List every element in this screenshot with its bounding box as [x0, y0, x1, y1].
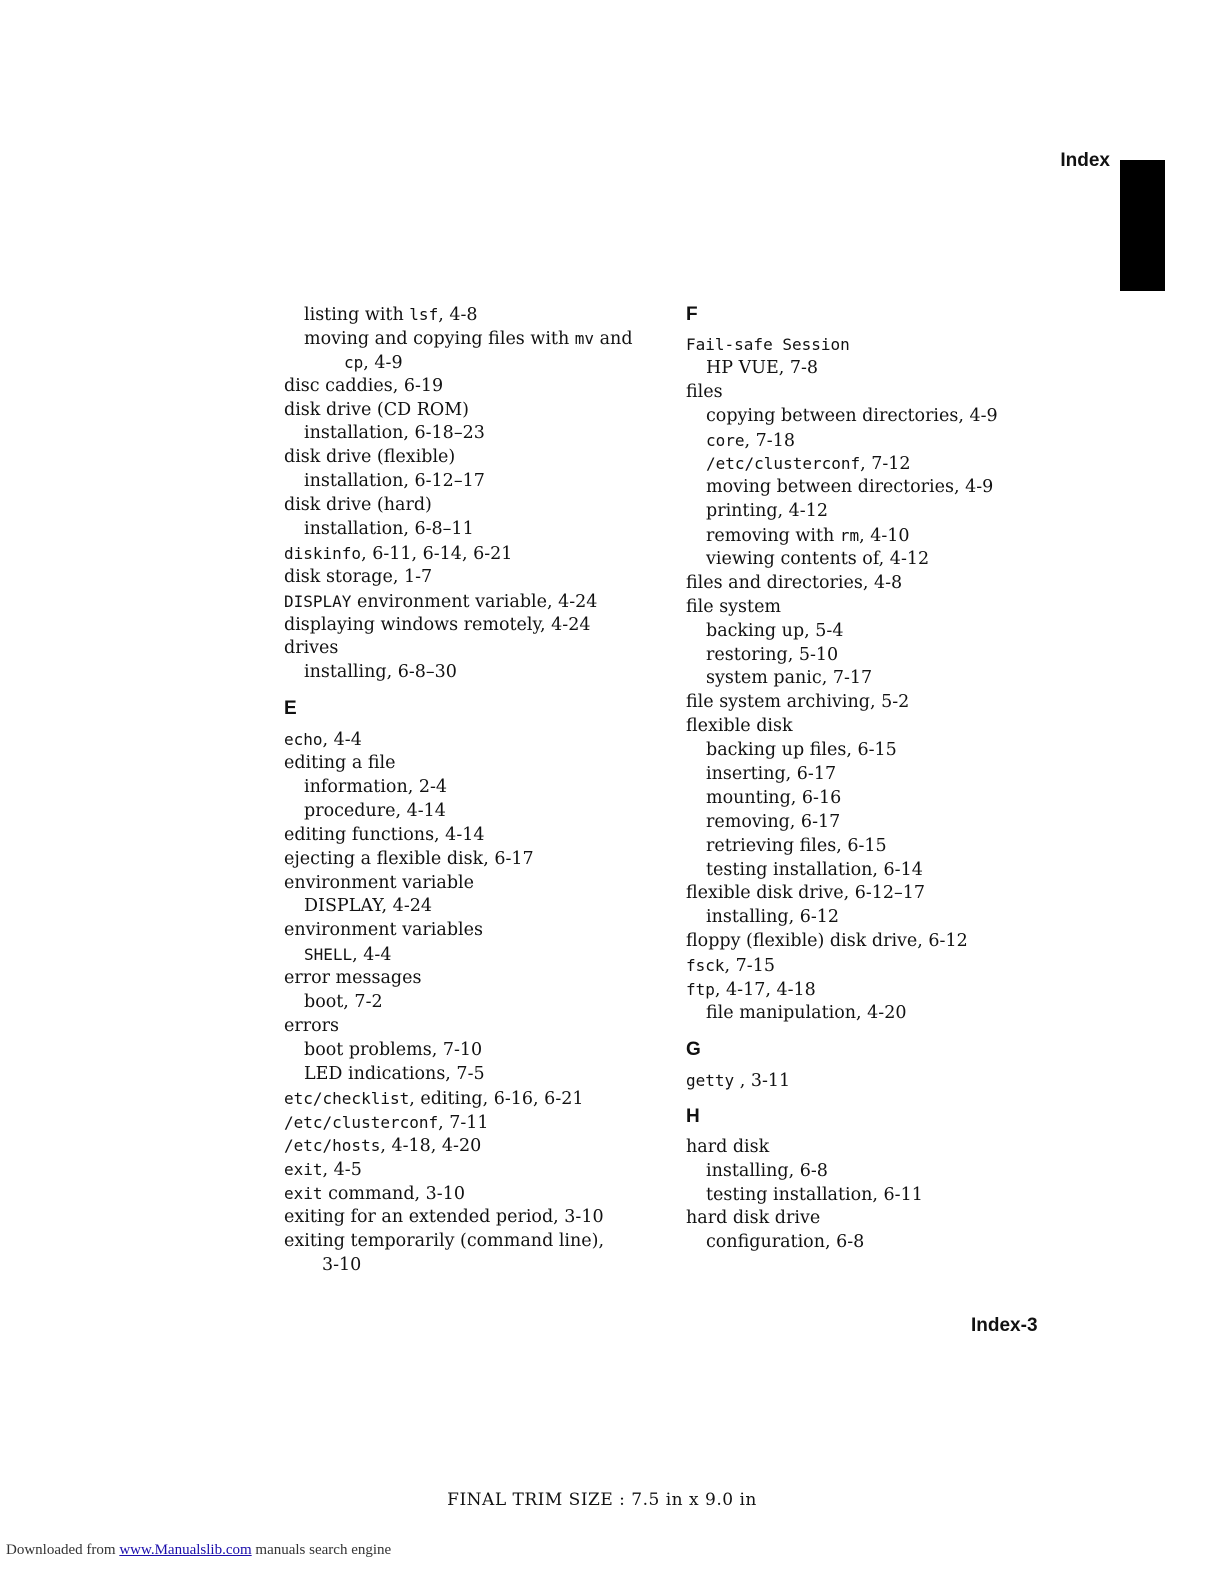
index-text: drives — [284, 638, 339, 659]
index-entry — [284, 375, 654, 399]
index-entry — [284, 1182, 654, 1206]
index-subentry — [284, 518, 654, 542]
index-text: , 4-8 — [438, 305, 478, 325]
index-text: and — [594, 328, 633, 349]
index-subentry — [284, 661, 654, 685]
index-text: listing with — [304, 305, 410, 325]
index-entry — [284, 1134, 654, 1158]
index-text: errors — [284, 1015, 339, 1036]
index-text: information, 2-4 — [304, 777, 448, 798]
index-subentry — [284, 351, 654, 375]
index-text: , 4-4 — [322, 730, 362, 751]
index-entry — [686, 1207, 1066, 1231]
index-subentry — [686, 763, 1066, 787]
index-entry — [284, 1015, 654, 1039]
index-subentry — [686, 548, 1066, 572]
index-letter-f: F — [686, 304, 698, 325]
download-prefix: Downloaded from — [6, 1542, 120, 1558]
index-text: file manipulation, 4-20 — [706, 1002, 907, 1023]
index-text: printing, 4-12 — [706, 501, 828, 522]
trim-size-note: FINAL TRIM SIZE : 7.5 in x 9.0 in — [447, 1490, 757, 1510]
index-subentry — [686, 620, 1066, 644]
index-text: configuration, 6-8 — [706, 1232, 865, 1253]
index-text: environment variable — [284, 872, 474, 893]
index-subentry — [686, 429, 1066, 453]
index-text: copying between directories, 4-9 — [706, 405, 998, 426]
section-header: Index — [1060, 150, 1110, 171]
index-text: boot problems, 7-10 — [304, 1039, 483, 1060]
index-text: installation, 6-12–17 — [304, 471, 485, 492]
index-subentry — [686, 667, 1066, 691]
index-entry — [284, 566, 654, 590]
index-text: backing up files, 6-15 — [706, 740, 897, 761]
index-subentry — [284, 303, 654, 327]
index-term-code: /etc/clusterconf — [284, 1112, 439, 1132]
index-subentry — [686, 811, 1066, 835]
index-column-right — [686, 303, 1066, 1255]
index-entry — [284, 637, 654, 661]
index-entry — [686, 715, 1066, 739]
index-entry — [284, 1111, 654, 1135]
index-entry — [686, 691, 1066, 715]
index-entry — [686, 572, 1066, 596]
index-subentry — [686, 1002, 1066, 1026]
index-term-code: SHELL — [304, 945, 353, 965]
index-text: removing, 6-17 — [706, 811, 841, 832]
index-term-code: exit — [284, 1184, 323, 1204]
index-text: installation, 6-8–11 — [304, 519, 474, 540]
index-entry — [284, 848, 654, 872]
index-entry — [284, 1206, 654, 1230]
index-subentry — [686, 524, 1066, 548]
index-text: viewing contents of, 4-12 — [706, 549, 930, 570]
download-suffix: manuals search engine — [251, 1542, 392, 1558]
index-text: command, 3-10 — [322, 1184, 465, 1205]
index-entry — [284, 752, 654, 776]
index-text: installing, 6-8–30 — [304, 662, 457, 683]
index-entry — [284, 1087, 654, 1111]
index-subentry — [686, 906, 1066, 930]
index-entry — [284, 590, 654, 614]
index-term-code: getty — [686, 1070, 735, 1090]
index-entry — [284, 728, 654, 752]
index-entry — [284, 872, 654, 896]
index-entry — [284, 1158, 654, 1182]
index-text: flexible disk drive, 6-12–17 — [686, 883, 926, 904]
index-term-code: diskinfo — [284, 543, 362, 563]
index-text: , 7-11 — [438, 1112, 489, 1133]
index-subentry — [686, 405, 1066, 429]
index-term-code: /etc/hosts — [284, 1136, 381, 1156]
index-text: disk drive (hard) — [284, 495, 432, 516]
index-term-code: ftp — [686, 980, 715, 1000]
index-letter-h: H — [686, 1105, 700, 1127]
index-text: disk drive (flexible) — [284, 447, 456, 468]
index-subentry — [686, 476, 1066, 500]
index-text: file system — [686, 596, 782, 617]
index-subentry — [284, 470, 654, 494]
index-entry — [284, 494, 654, 518]
index-text: displaying windows remotely, 4-24 — [284, 614, 591, 635]
index-entry — [284, 967, 654, 991]
index-text: ejecting a flexible disk, 6-17 — [284, 848, 534, 869]
index-text: boot, 7-2 — [304, 992, 383, 1013]
index-subentry — [284, 422, 654, 446]
index-subentry — [686, 1231, 1066, 1255]
index-text: disk storage, 1-7 — [284, 566, 433, 587]
index-entry — [284, 1230, 654, 1254]
index-subentry — [686, 1184, 1066, 1208]
index-text: , 4-5 — [322, 1160, 362, 1181]
download-footer — [6, 1542, 391, 1559]
index-text: exiting for an extended period, 3-10 — [284, 1207, 604, 1228]
index-text: files and directories, 4-8 — [686, 572, 903, 593]
index-text: 3-10 — [322, 1254, 362, 1275]
index-entry — [284, 614, 654, 638]
index-letter-e: E — [284, 698, 297, 720]
index-term-code: cp — [344, 352, 364, 372]
index-text: hard disk — [686, 1136, 770, 1157]
index-text: removing with — [706, 526, 840, 547]
index-text: , 7-12 — [860, 454, 911, 475]
index-entry — [686, 930, 1066, 954]
index-subentry — [284, 800, 654, 824]
index-text: , editing, 6-16, 6-21 — [409, 1088, 584, 1109]
index-entry — [284, 446, 654, 470]
index-text: system panic, 7-17 — [706, 668, 873, 689]
index-entry — [284, 542, 654, 566]
index-text: installing, 6-12 — [706, 907, 840, 928]
index-text: DISPLAY, 4-24 — [304, 896, 432, 917]
index-subentry — [284, 1063, 654, 1087]
index-term-code: /etc/clusterconf — [706, 454, 861, 474]
index-text: retrieving files, 6-15 — [706, 835, 887, 856]
index-column-left — [284, 303, 654, 1278]
index-subentry — [686, 644, 1066, 668]
index-subentry — [686, 452, 1066, 476]
index-text: inserting, 6-17 — [706, 764, 837, 785]
index-subentry — [284, 895, 654, 919]
index-text: disc caddies, 6-19 — [284, 375, 444, 396]
index-subentry — [686, 859, 1066, 883]
index-text: , 4-10 — [859, 526, 910, 547]
index-text: environment variables — [284, 920, 483, 941]
index-letter-g: G — [686, 1038, 701, 1060]
index-term-code: etc/checklist — [284, 1088, 410, 1108]
index-term-code: fsck — [686, 956, 725, 976]
index-subentry — [284, 1039, 654, 1063]
index-term-code: exit — [284, 1160, 323, 1180]
index-entry — [686, 1069, 1066, 1093]
index-text: , 7-15 — [724, 956, 775, 977]
index-subentry — [686, 357, 1066, 381]
index-term-code: echo — [284, 730, 323, 750]
index-text: files — [686, 381, 723, 402]
index-entry — [686, 882, 1066, 906]
index-text: , 3-11 — [734, 1070, 791, 1091]
index-entry — [284, 399, 654, 423]
index-subentry — [686, 835, 1066, 859]
index-subentry — [284, 943, 654, 967]
index-term-code: lsf — [409, 305, 439, 324]
index-entry — [686, 333, 1066, 357]
index-entry — [686, 381, 1066, 405]
manualslib-link[interactable]: www.Manualslib.com — [119, 1542, 252, 1558]
index-text: backing up, 5-4 — [706, 620, 844, 641]
index-text: moving and copying files with — [304, 328, 575, 349]
index-text: editing a file — [284, 753, 396, 774]
index-entry — [686, 978, 1066, 1002]
index-entry — [686, 1136, 1066, 1160]
index-text: testing installation, 6-11 — [706, 1184, 923, 1205]
index-text: LED indications, 7-5 — [304, 1063, 485, 1084]
index-term-code: mv — [574, 328, 595, 348]
index-text: , 4-17, 4-18 — [714, 980, 816, 1001]
index-text: flexible disk — [686, 716, 793, 737]
index-subentry — [686, 739, 1066, 763]
index-text: installing, 6-8 — [706, 1160, 828, 1181]
index-term-code: rm — [839, 526, 860, 546]
index-text: HP VUE, 7-8 — [706, 357, 819, 378]
page-number: Index-3 — [971, 1315, 1038, 1336]
index-text: file system archiving, 5-2 — [686, 692, 910, 713]
index-text: hard disk drive — [686, 1208, 821, 1229]
index-text: error messages — [284, 968, 422, 989]
index-text: mounting, 6-16 — [706, 787, 842, 808]
index-text: , 7-18 — [744, 430, 795, 451]
index-subentry — [284, 1254, 654, 1278]
index-text: , 4-18, 4-20 — [380, 1136, 482, 1157]
index-term-code: DISPLAY — [284, 591, 352, 611]
thumb-tab-marker — [1120, 160, 1165, 291]
index-text: testing installation, 6-14 — [706, 859, 923, 880]
index-text: floppy (flexible) disk drive, 6-12 — [686, 931, 968, 952]
index-subentry — [284, 327, 654, 351]
index-text: disk drive (CD ROM) — [284, 399, 469, 420]
index-subentry — [686, 500, 1066, 524]
index-text: , 4-4 — [352, 945, 392, 966]
index-subentry — [686, 1160, 1066, 1184]
index-term-code: core — [706, 430, 745, 450]
index-text: exiting temporarily (command line), — [284, 1230, 605, 1251]
index-text: moving between directories, 4-9 — [706, 477, 994, 498]
index-text: , 6-11, 6-14, 6-21 — [361, 543, 513, 564]
index-text: , 4-9 — [363, 352, 403, 373]
index-entry — [284, 919, 654, 943]
index-text: environment variable, 4-24 — [351, 591, 598, 612]
index-term-code: Fail-safe Session — [686, 335, 850, 354]
index-subentry — [686, 787, 1066, 811]
index-entry — [284, 824, 654, 848]
index-subentry — [284, 991, 654, 1015]
index-text: installation, 6-18–23 — [304, 423, 485, 444]
index-subentry — [284, 776, 654, 800]
index-text: restoring, 5-10 — [706, 644, 839, 665]
index-entry — [686, 954, 1066, 978]
index-entry — [686, 596, 1066, 620]
index-text: procedure, 4-14 — [304, 800, 446, 821]
index-text: editing functions, 4-14 — [284, 824, 485, 845]
